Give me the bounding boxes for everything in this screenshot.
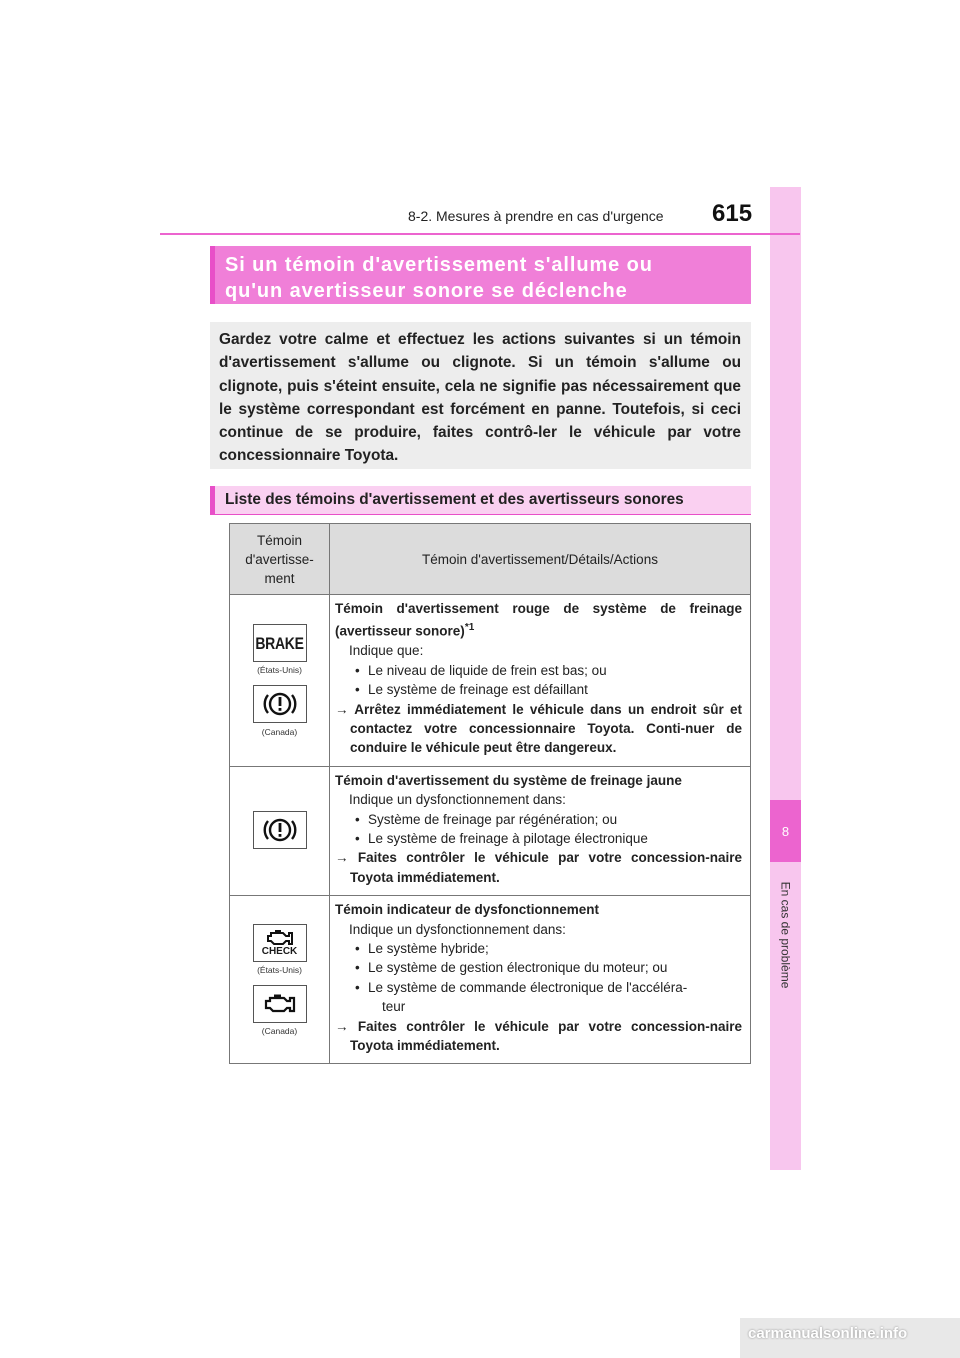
warning-title: Témoin indicateur de dysfonctionnement — [335, 902, 600, 918]
indicates-text: Indique un dysfonctionnement dans: — [349, 921, 566, 937]
icon-caption: (Canada) — [261, 1025, 298, 1036]
subheading-rule — [210, 514, 751, 515]
intro-text: Gardez votre calme et effectuez les actions suivantes si un témoin d'avertissement s'allume ou clignote. Si un témoin s'allume ou clignote, puis s'éteint ensuite, cela ne signifie pas nécessairement que le système correspondant est forcément en panne. Toutefois, si ceci continue de se produire, faites contrô-ler le véhicule par votre concessionnaire Toyota. — [219, 331, 741, 465]
table-row — [230, 896, 751, 1064]
table-header-row — [230, 524, 751, 595]
chapter-number: 8 — [770, 800, 801, 862]
header-rule — [160, 233, 800, 235]
list-item: • Le système de commande électronique de l'accéléra- — [335, 978, 742, 997]
page-title — [210, 246, 751, 304]
title-line-1: Si un témoin d'avertissement s'allume ou — [225, 254, 653, 276]
chapter-label: En cas de problème — [778, 881, 793, 989]
brake-icon: BRAKE — [253, 624, 307, 662]
list-item-continuation: teur — [382, 999, 406, 1015]
page-number: 615 — [712, 200, 753, 227]
list-item: • Système de freinage par régénération; ou — [335, 810, 742, 829]
icon-caption: (États-Unis) — [257, 964, 302, 975]
action-text: → Faites contrôler le véhicule par votre concession-naire Toyota immédiatement. — [335, 1018, 742, 1054]
list-item: • Le système de gestion électronique du moteur; ou — [335, 958, 742, 977]
list-subheading: Liste des témoins d'avertissement et des avertisseurs sonores — [210, 486, 751, 514]
warning-title: Témoin d'avertissement du système de freinage jaune — [335, 772, 682, 788]
indicates-text: Indique que: — [349, 643, 424, 659]
icon-cell — [230, 595, 330, 767]
list-item: • Le système de freinage à pilotage électronique — [335, 829, 742, 848]
details-cell — [330, 766, 751, 895]
list-item: • Le système hybride; — [335, 939, 742, 958]
intro-box — [210, 322, 751, 469]
table-row — [230, 595, 751, 767]
engine-icon — [253, 985, 307, 1023]
action-text: → Arrêtez immédiatement le véhicule dans un endroit sûr et contactez votre concessionnaire Toyota. Conti-nuer de conduire le véhicule peut être dangereux. — [335, 701, 742, 756]
list-item: • Le niveau de liquide de frein est bas; ou — [335, 661, 742, 680]
icon-cell — [230, 896, 330, 1064]
icon-caption: (Canada) — [261, 726, 298, 737]
col-header-light: Témoin d'avertisse-ment — [230, 524, 330, 595]
title-line-2: qu'un avertisseur sonore se déclenche — [225, 280, 628, 302]
table-row — [230, 766, 751, 895]
chapter-side-tab — [770, 187, 801, 1170]
warning-title: Témoin d'avertissement rouge de système de freinage (avertisseur sonore)$^{*1}$ — [335, 601, 742, 639]
brake-circle-exclamation-icon — [253, 685, 307, 723]
indicates-text: Indique un dysfonctionnement dans: — [349, 792, 566, 808]
col-header-details: Témoin d'avertissement/Détails/Actions — [330, 524, 751, 595]
details-cell — [330, 896, 751, 1064]
icon-caption: (États-Unis) — [257, 664, 302, 675]
list-item: • Le système de freinage est défaillant — [335, 680, 742, 699]
details-cell — [330, 595, 751, 767]
action-text: → Faites contrôler le véhicule par votre concession-naire Toyota immédiatement. — [335, 850, 742, 885]
icon-cell — [230, 766, 330, 895]
warning-table — [229, 523, 751, 1064]
section-heading: 8-2. Mesures à prendre en cas d'urgence — [408, 208, 664, 224]
engine-check-icon: CHECK — [253, 924, 307, 962]
watermark: carmanualsonline.info — [748, 1325, 908, 1342]
brake-circle-exclamation-icon — [253, 811, 307, 849]
